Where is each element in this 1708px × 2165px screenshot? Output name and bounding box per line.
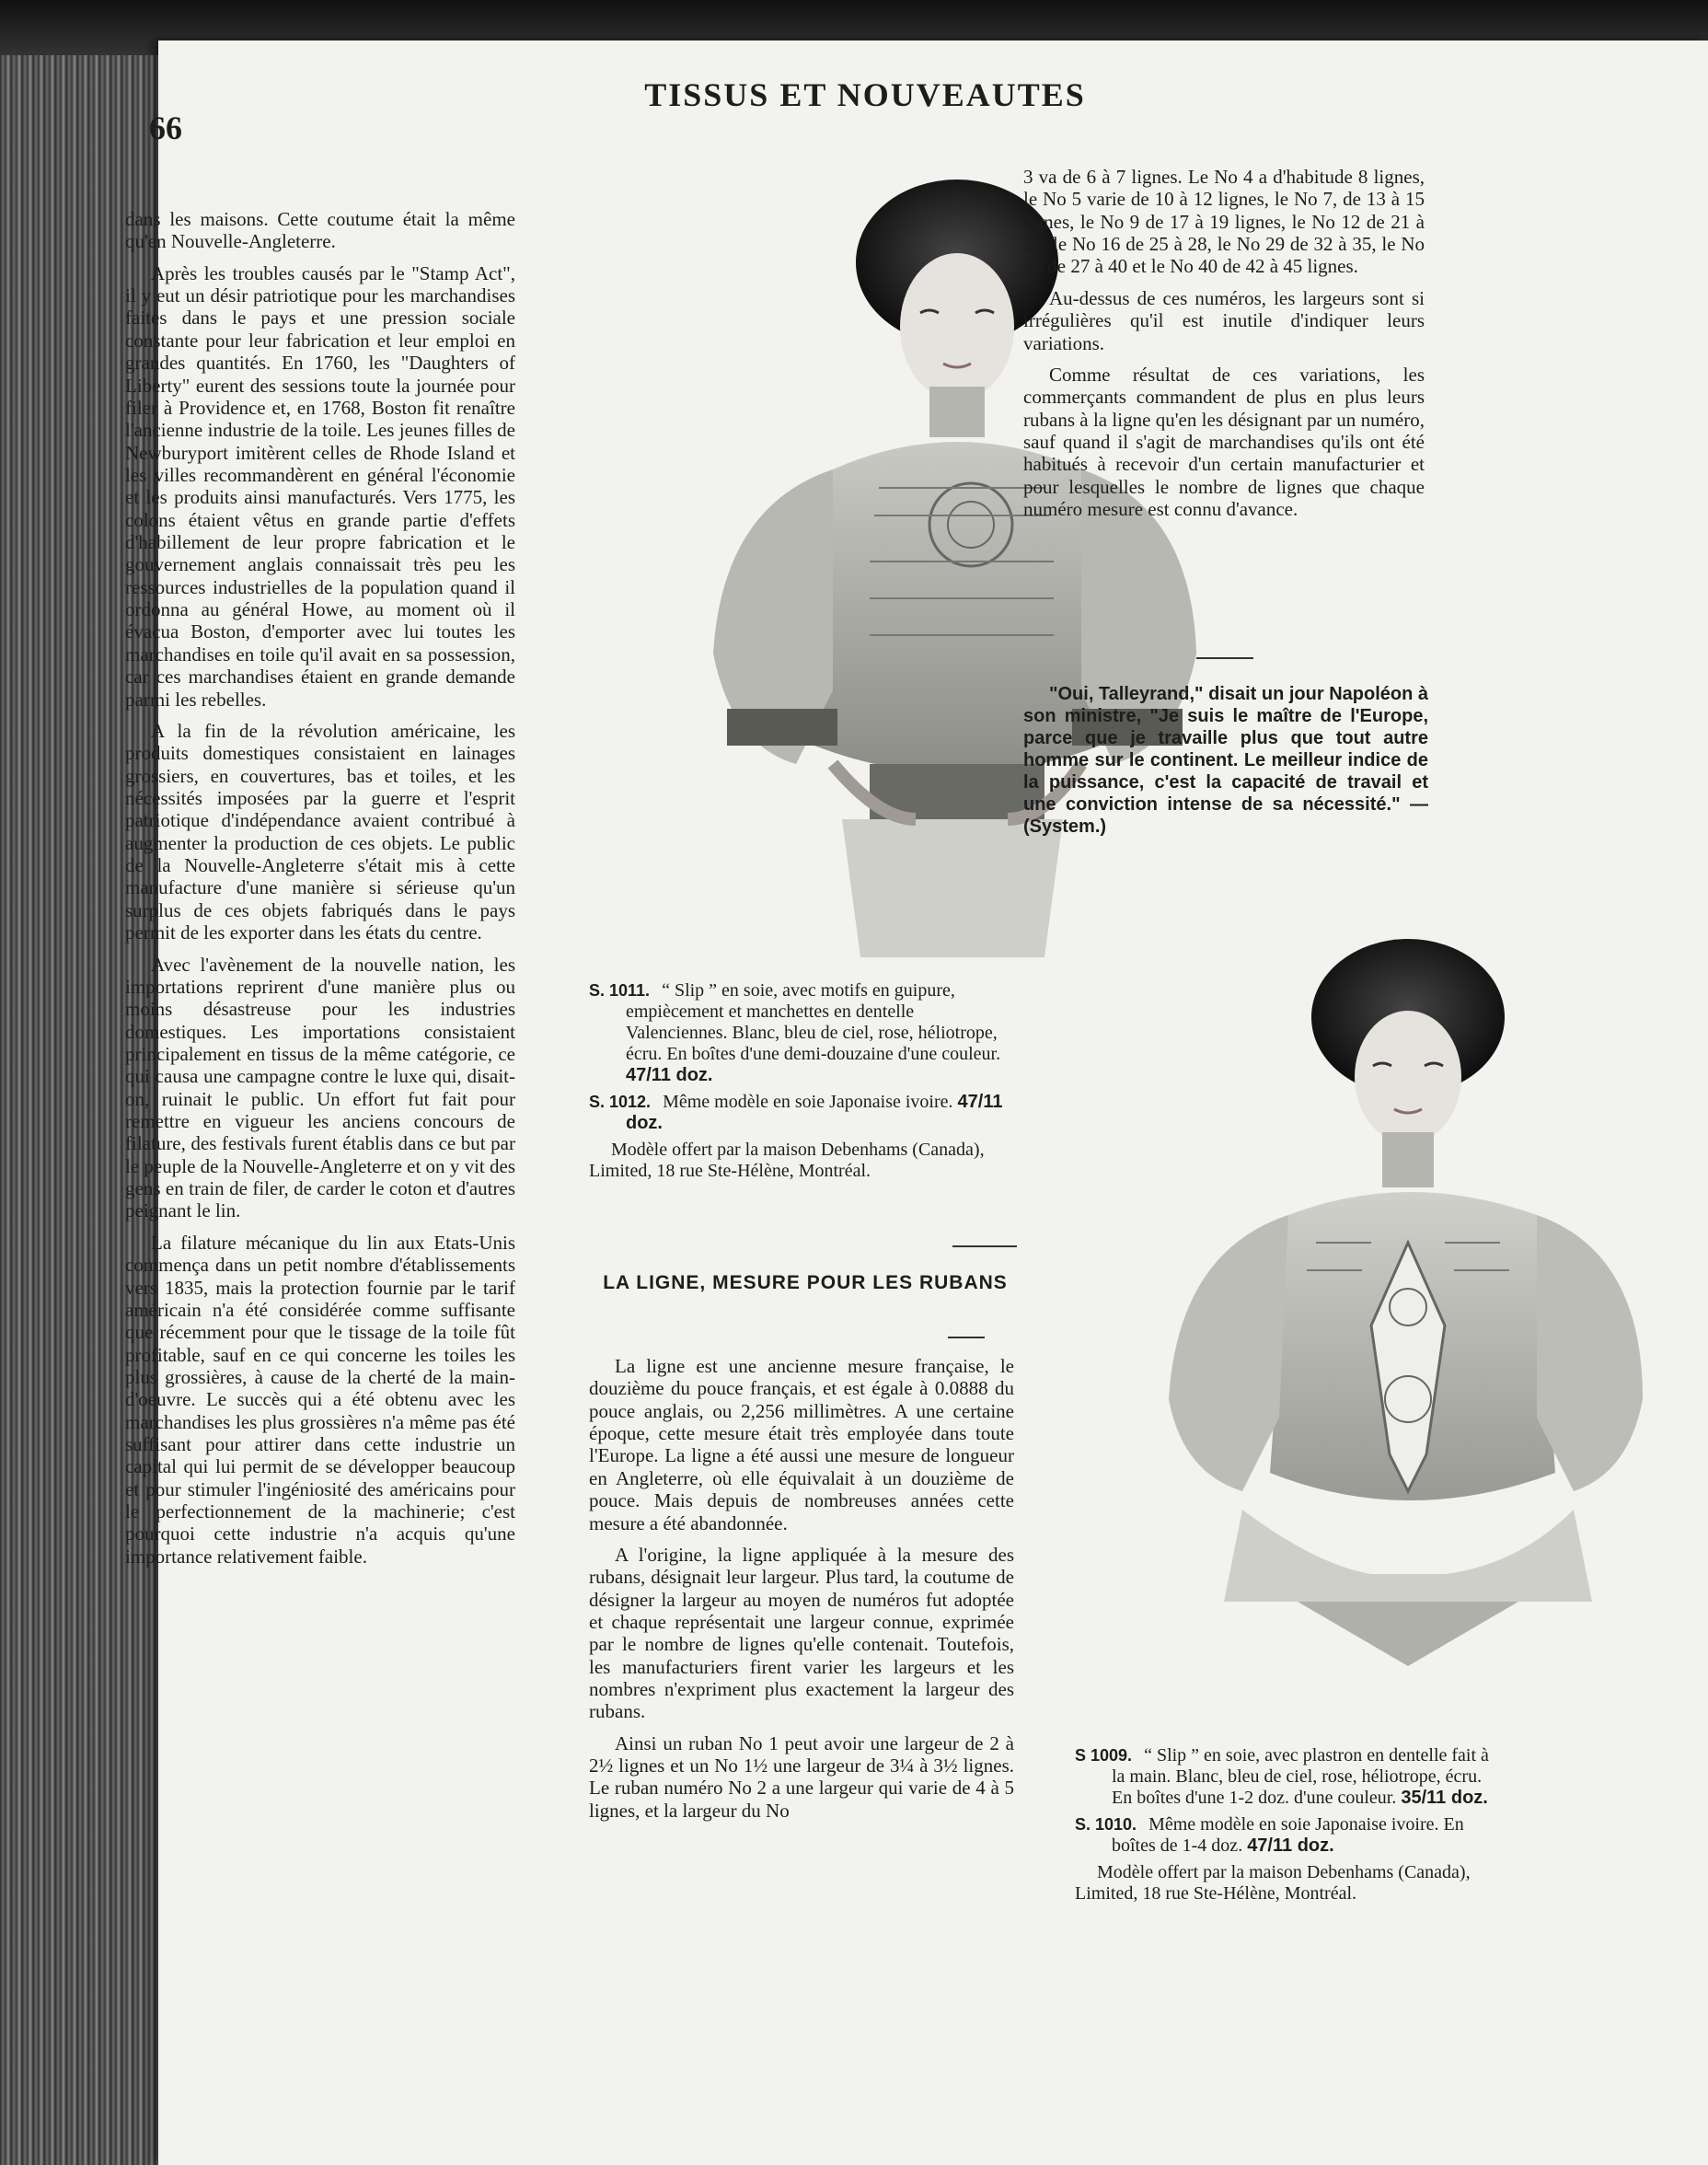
- product-entry-1009: [1075, 1745, 1493, 1809]
- paragraph: La filature mécanique du lin aux Etats-Unis commença dans un petit nombre d'établissements vers 1835, mais la protection fournie par le tarif américain n'a été considérée comme suffisante que récemment pour que le tissage de la toile fût profitable, sauf en ce qui concerne les toiles les plus grossières, à cause de la cherté de la main-d'oeuvre. Le succès qui a été obtenu avec les marchandises les plus grossières n'a même pas été suffisant pour attirer dans cette industrie un capital qui lui permit de se développer beaucoup et pour stimuler l'ingéniosité des américains pour le perfectionnement de la machinerie; c'est pourquoi cette industrie n'a acquis qu'une importance relativement faible.: [125, 1231, 515, 1568]
- column-3: [1023, 166, 1425, 529]
- product-description: Même modèle en soie Japonaise ivoire. En boîtes de 1-4 doz.: [1112, 1814, 1464, 1856]
- paragraph: Ainsi un ruban No 1 peut avoir une largeur de 2 à 2½ lignes et un No 1½ une largeur de 3¼ à 3½ lignes. Le ruban numéro No 2 a une largeur qui varie de 4 à 5 lignes, et la largeur du No: [589, 1731, 1014, 1822]
- product-price: 35/11 doz.: [1401, 1788, 1488, 1808]
- paragraph: Comme résultat de ces variations, les commerçants commandent de plus en plus leurs rubans à la ligne qu'en les désignant par un numéro, sauf quand il s'agit de marchandises qu'ils ont été habitués à recevoir d'un certain manufacturier et pour lesquelles le nombre de lignes que chaque numéro mesure est connu d'avance.: [1023, 363, 1425, 521]
- caption-blouse-1: [589, 980, 1020, 1182]
- product-code: S 1009.: [1075, 1746, 1133, 1765]
- product-description: “ Slip ” en soie, avec motifs en guipure, empiècement et manchettes en dentelle Valenciennes. Blanc, bleu de ciel, rose, héliotrope, écru. En boîtes d'une demi-douzaine d'une couleur.: [626, 980, 1001, 1064]
- divider: [952, 1245, 1017, 1247]
- caption-blouse-2: [1075, 1745, 1493, 1905]
- paragraph: dans les maisons. Cette coutume était la même qu'en Nouvelle-Angleterre.: [125, 208, 515, 253]
- product-entry-1012: [589, 1092, 1020, 1134]
- product-entry-1010: [1075, 1814, 1493, 1857]
- paragraph: Au-dessus de ces numéros, les largeurs sont si irrégulières qu'il est inutile d'indiquer leurs variations.: [1023, 286, 1425, 354]
- column-2: [589, 1355, 1014, 1831]
- page-number: 66: [149, 110, 182, 146]
- napoleon-quote: [1023, 683, 1428, 838]
- quote-text: "Oui, Talleyrand," disait un jour Napoléon à son ministre, "Je suis le maître de l'Europe, parce que je travaille plus que tout autre homme sur le continent. Le meilleur indice de la puissance, c'est la capacité de travail et une conviction intense de sa nécessité." — (System.): [1023, 684, 1428, 837]
- paragraph: A l'origine, la ligne appliquée à la mesure des rubans, désignait leur largeur. Plus tard, la coutume de désigner la largeur au moyen de numéros fut adoptée et chaque représentait une largeur connue, exprimée par le nombre de lignes qu'elle contenait. Toutefois, les manufacturiers firent varier les largeurs et les nombres n'expriment plus exactement la largeur des rubans.: [589, 1543, 1014, 1723]
- paragraph: Avec l'avènement de la nouvelle nation, les importations reprirent d'une manière plus ou moins désastreuse pour les industries domestiques. Les importations consistaient principalement en tissus de la même catégorie, ce qui causa une campagne contre le luxe qui, disait-on, ruinait le public. Un effort fut fait pour remettre en vigueur les anciens concours de filature, des festivals furent établis dans ce but par le peuple de la Nouvelle-Angleterre et on y vit des gens en train de filer, de carder le coton et d'autres peignant le lin.: [125, 953, 515, 1222]
- product-code: S. 1011.: [589, 981, 651, 1000]
- section-title: LA LIGNE, MESURE POUR LES RUBANS: [603, 1272, 1008, 1293]
- paragraph: 3 va de 6 à 7 lignes. Le No 4 a d'habitude 8 lignes, le No 5 varie de 10 à 12 lignes, le No 7, de 13 à 15 lignes, le No 9 de 17 à 19 lignes, le No 12 de 21 à 24, le No 16 de 25 à 28, le No 29 de 32 à 35, le No 30 de 27 à 40 et le No 40 de 42 à 45 lignes.: [1023, 166, 1425, 278]
- running-title: TISSUS ET NOUVEAUTES: [644, 76, 1086, 113]
- product-description: Même modèle en soie Japonaise ivoire.: [663, 1092, 953, 1112]
- product-price: 47/11 doz.: [1247, 1835, 1334, 1856]
- product-price: 47/11 doz.: [626, 1065, 713, 1085]
- paragraph: Après les troubles causés par le "Stamp Act", il y eut un désir patriotique pour les marchandises faites dans le pays et une pression sociale constante pour leur fabrication et leur emploi en grandes quantités. En 1760, les "Daughters of Liberty" eurent des sessions toute la journée pour filer à Providence et, en 1768, Boston fit renaître l'ancienne industrie de la toile. Les jeunes filles de Newburyport imitèrent celles de Rhode Island et les villes recommandèrent en général l'économie et les produits ainsi manufacturés. Vers 1775, les colons étaient vêtus en grande partie d'effets d'habillement de leur propre fabrication et le gouvernement anglais connaissait très peu les ressources industrielles de la population quand il ordonna au général Howe, au moment où il évacua Boston, d'emporter avec lui toutes les marchandises en toile qu'il avait en sa possession, car ces marchandises étaient en grande demande parmi les rebelles.: [125, 261, 515, 711]
- blouse-illustration-2: [1132, 939, 1647, 1712]
- column-1: [125, 208, 515, 1577]
- product-code: S. 1012.: [589, 1093, 652, 1111]
- product-price: 47/11 doz.: [626, 1092, 1003, 1133]
- product-entry-1011: [589, 980, 1020, 1086]
- divider: [1196, 657, 1253, 659]
- product-code: S. 1010.: [1075, 1815, 1137, 1834]
- supplier-note: Modèle offert par la maison Debenhams (Canada), Limited, 18 rue Ste-Hélène, Montréal.: [1075, 1862, 1471, 1904]
- woman-blouse-picture: [1132, 939, 1647, 1712]
- product-description: “ Slip ” en soie, avec plastron en dentelle fait à la main. Blanc, bleu de ciel, rose, héliotrope, écru. En boîtes d'une 1-2 doz. d'une couleur.: [1112, 1745, 1489, 1808]
- paragraph: La ligne est une ancienne mesure française, le douzième du pouce français, et est égale à 0.0888 du pouce anglais, ou 2,256 millimètres. A une certaine époque, cette mesure était très employée dans toute l'Europe. La ligne a été aussi une mesure de longueur en Angleterre, où elle équivalait à un douzième de pouce. Mais depuis de nombreuses années cette mesure a été abandonnée.: [589, 1355, 1014, 1534]
- paragraph: A la fin de la révolution américaine, les produits domestiques consistaient en lainages grossiers, en couvertures, bas et toiles, et les nécessités imposées par la guerre et l'esprit patriotique d'indépendance avaient contribué à augmenter la production de ces objets. Le public de la Nouvelle-Angleterre s'était mis à cette manufacture d'une manière si sérieuse qu'un surplus de ces objets fabriqués dans le pays permit de les exporter dans les états du centre.: [125, 719, 515, 944]
- supplier-note: Modèle offert par la maison Debenhams (Canada), Limited, 18 rue Ste-Hélène, Montréal.: [589, 1140, 985, 1181]
- title-underline: [948, 1337, 985, 1338]
